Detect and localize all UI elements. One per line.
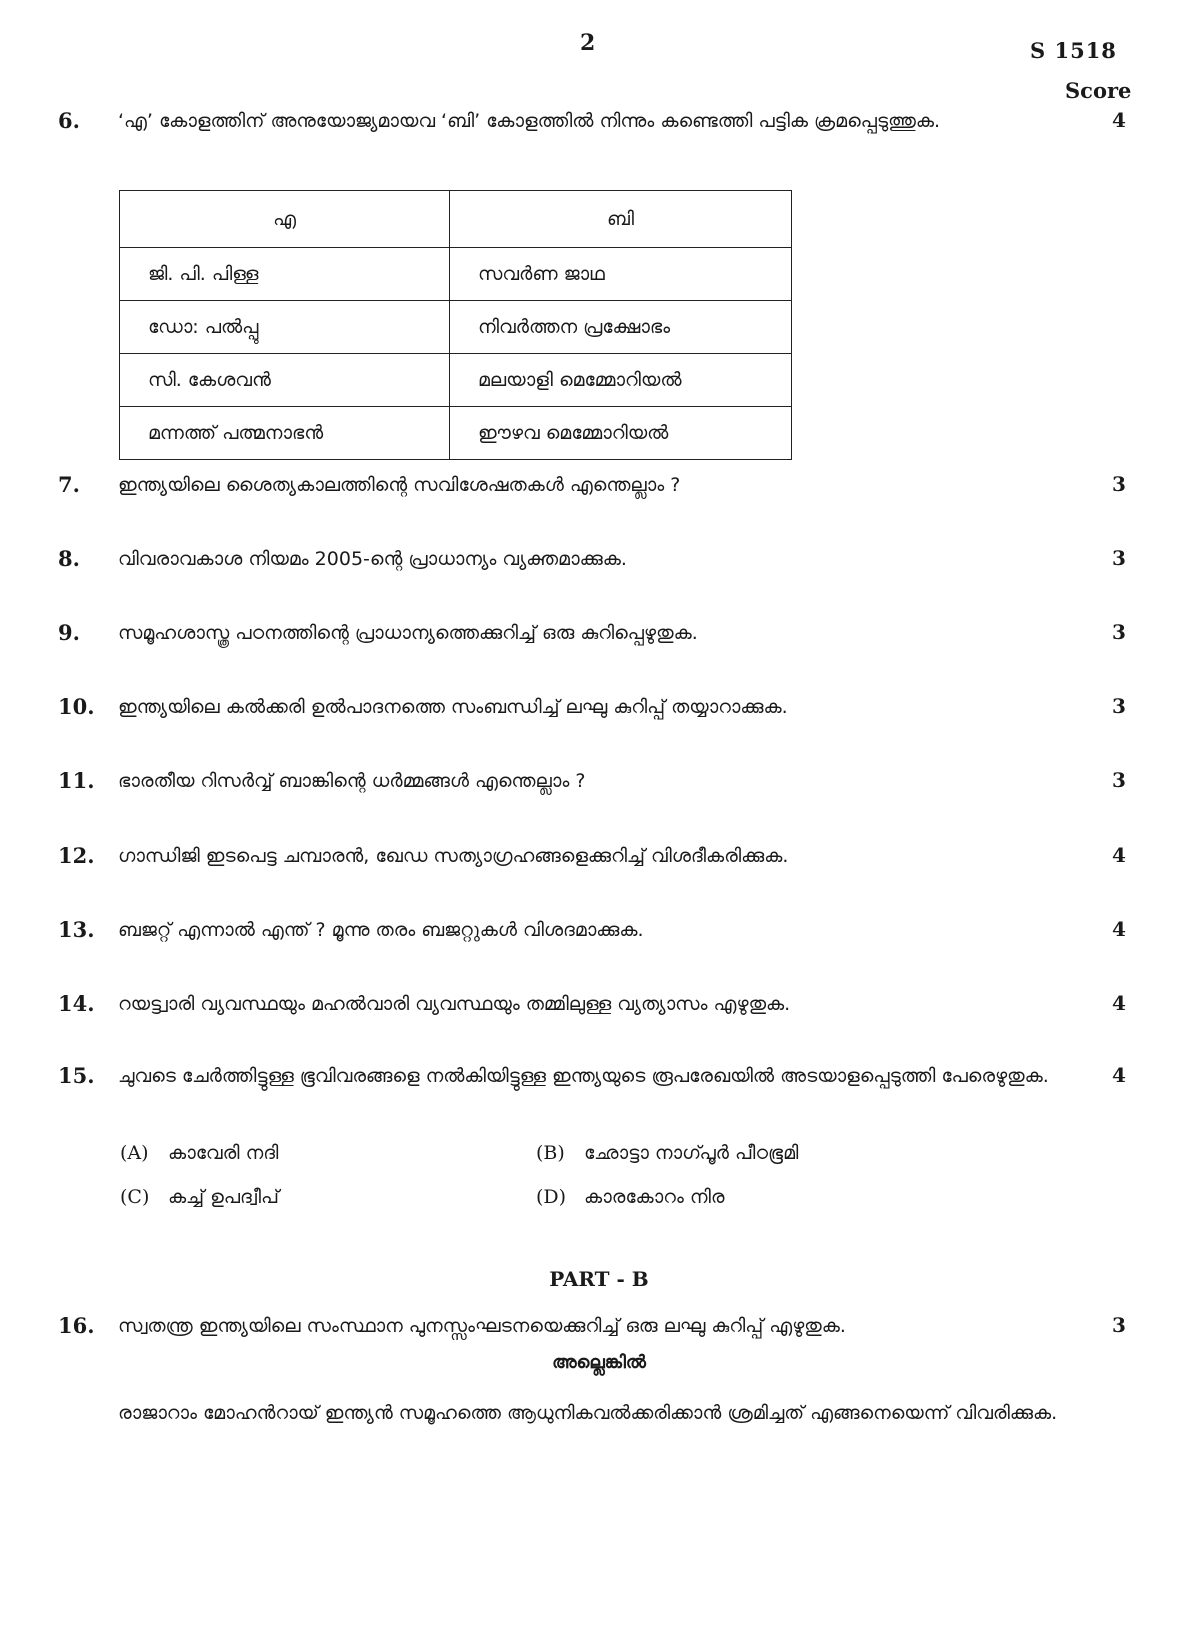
table-cell: ജി. പി. പിള്ള bbox=[120, 248, 450, 301]
question-number: 11. bbox=[58, 768, 95, 793]
option-text: ഛോട്ടാ നാഗ്പൂർ പീഠഭൂമി bbox=[584, 1142, 799, 1164]
question-number: 8. bbox=[58, 546, 80, 571]
question-score: 3 bbox=[1112, 1313, 1126, 1337]
question-number: 13. bbox=[58, 917, 95, 942]
table-header-row bbox=[120, 191, 792, 248]
alternative-question: രാജാറാം മോഹൻറായ് ഇന്ത്യൻ സമൂഹത്തെ ആധുനികവൽക്കരിക്കാൻ ശ്രമിച്ചത് എങ്ങനെയെന്ന് വിവരിക്കുക. bbox=[118, 1402, 1058, 1424]
table-cell: നിവർത്തന പ്രക്ഷോഭം bbox=[450, 301, 792, 354]
question-text: ഭാരതീയ റിസർവ്വ് ബാങ്കിന്റെ ധർമ്മങ്ങൾ എന്തെല്ലാം ? bbox=[118, 770, 586, 792]
option-text: കച്ച് ഉപദ്വീപ് bbox=[168, 1186, 279, 1208]
question-number: 10. bbox=[58, 694, 95, 719]
column-a-header: എ bbox=[120, 191, 450, 248]
match-table bbox=[119, 190, 792, 460]
table-cell: മലയാളി മെമ്മോറിയൽ bbox=[450, 354, 792, 407]
question-score: 4 bbox=[1112, 991, 1126, 1015]
question-number: 6. bbox=[58, 108, 80, 133]
table-row bbox=[120, 407, 792, 460]
question-text: ‘എ’ കോളത്തിന് അനുയോജ്യമായവ ‘ബി’ കോളത്തിൽ നിന്നും കണ്ടെത്തി പട്ടിക ക്രമപ്പെടുത്തുക. bbox=[118, 110, 940, 132]
question-text: ചുവടെ ചേർത്തിട്ടുള്ള ഭൂവിവരങ്ങളെ നൽകിയിട്ടുള്ള ഇന്ത്യയുടെ രൂപരേഖയിൽ അടയാളപ്പെടുത്തി പേരെഴുതുക. bbox=[118, 1065, 1049, 1087]
option-text: കാവേരി നദി bbox=[168, 1142, 279, 1164]
question-number: 16. bbox=[58, 1313, 95, 1338]
question-text: റയട്ട്വാരി വ്യവസ്ഥയും മഹൽവാരി വ്യവസ്ഥയും തമ്മിലുള്ള വ്യത്യാസം എഴുതുക. bbox=[118, 993, 791, 1015]
option-a bbox=[120, 1142, 278, 1164]
question-text: ഇന്ത്യയിലെ കൽക്കരി ഉൽപാദനത്തെ സംബന്ധിച്ച് ലഘു കുറിപ്പ് തയ്യാറാക്കുക. bbox=[118, 696, 788, 718]
question-number: 12. bbox=[58, 843, 95, 868]
table-cell: മന്നത്ത് പത്മനാഭൻ bbox=[120, 407, 450, 460]
option-text: കാരകോറം നിര bbox=[584, 1186, 725, 1208]
question-text: ഗാന്ധിജി ഇടപെട്ട ചമ്പാരൻ, ഖേഡ സത്യാഗ്രഹങ്ങളെക്കുറിച്ച് വിശദീകരിക്കുക. bbox=[118, 845, 789, 867]
question-number: 14. bbox=[58, 991, 95, 1016]
question-score: 3 bbox=[1112, 620, 1126, 644]
question-score: 4 bbox=[1112, 1063, 1126, 1087]
question-score: 3 bbox=[1112, 546, 1126, 570]
score-column-heading: Score bbox=[1065, 78, 1132, 103]
option-letter: (D) bbox=[536, 1186, 567, 1208]
option-letter: (C) bbox=[120, 1186, 150, 1208]
question-text: സമൂഹശാസ്ത്ര പഠനത്തിന്റെ പ്രാധാന്യത്തെക്കുറിച്ച് ഒരു കുറിപ്പെഴുതുക. bbox=[118, 622, 698, 644]
question-text: ഇന്ത്യയിലെ ശൈത്യകാലത്തിന്റെ സവിശേഷതകൾ എന്തെല്ലാം ? bbox=[118, 474, 681, 496]
question-score: 3 bbox=[1112, 694, 1126, 718]
part-b-heading: PART - B bbox=[549, 1267, 649, 1291]
option-c bbox=[120, 1186, 279, 1208]
question-score: 4 bbox=[1112, 917, 1126, 941]
table-cell: സി. കേശവൻ bbox=[120, 354, 450, 407]
option-d bbox=[536, 1186, 724, 1208]
option-b bbox=[536, 1142, 798, 1164]
question-text: ബജറ്റ് എന്നാൽ എന്ത് ? മൂന്നു തരം ബജറ്റുകൾ വിശദമാക്കുക. bbox=[118, 919, 644, 941]
question-number: 7. bbox=[58, 472, 80, 497]
question-number: 9. bbox=[58, 620, 80, 645]
question-score: 4 bbox=[1112, 843, 1126, 867]
table-cell: ഡോ: പൽപ്പു bbox=[120, 301, 450, 354]
table-row bbox=[120, 248, 792, 301]
page-number: 2 bbox=[580, 30, 596, 56]
question-score: 3 bbox=[1112, 768, 1126, 792]
table-cell: ഈഴവ മെമ്മോറിയൽ bbox=[450, 407, 792, 460]
table-row bbox=[120, 354, 792, 407]
table-cell: സവർണ ജാഥ bbox=[450, 248, 792, 301]
table-row bbox=[120, 301, 792, 354]
paper-code: S 1518 bbox=[1030, 38, 1117, 63]
column-b-header: ബി bbox=[450, 191, 792, 248]
option-letter: (B) bbox=[536, 1142, 565, 1164]
question-text: സ്വതന്ത്ര ഇന്ത്യയിലെ സംസ്ഥാന പുനസ്സംഘടനയെക്കുറിച്ച് ഒരു ലഘു കുറിപ്പ് എഴുതുക. bbox=[118, 1315, 846, 1337]
question-number: 15. bbox=[58, 1063, 95, 1088]
question-text: വിവരാവകാശ നിയമം 2005-ന്റെ പ്രാധാന്യം വ്യക്തമാക്കുക. bbox=[118, 548, 627, 570]
question-score: 3 bbox=[1112, 472, 1126, 496]
question-score: 4 bbox=[1112, 108, 1126, 132]
or-label: അല്ലെങ്കിൽ bbox=[552, 1352, 646, 1373]
option-letter: (A) bbox=[120, 1142, 149, 1164]
